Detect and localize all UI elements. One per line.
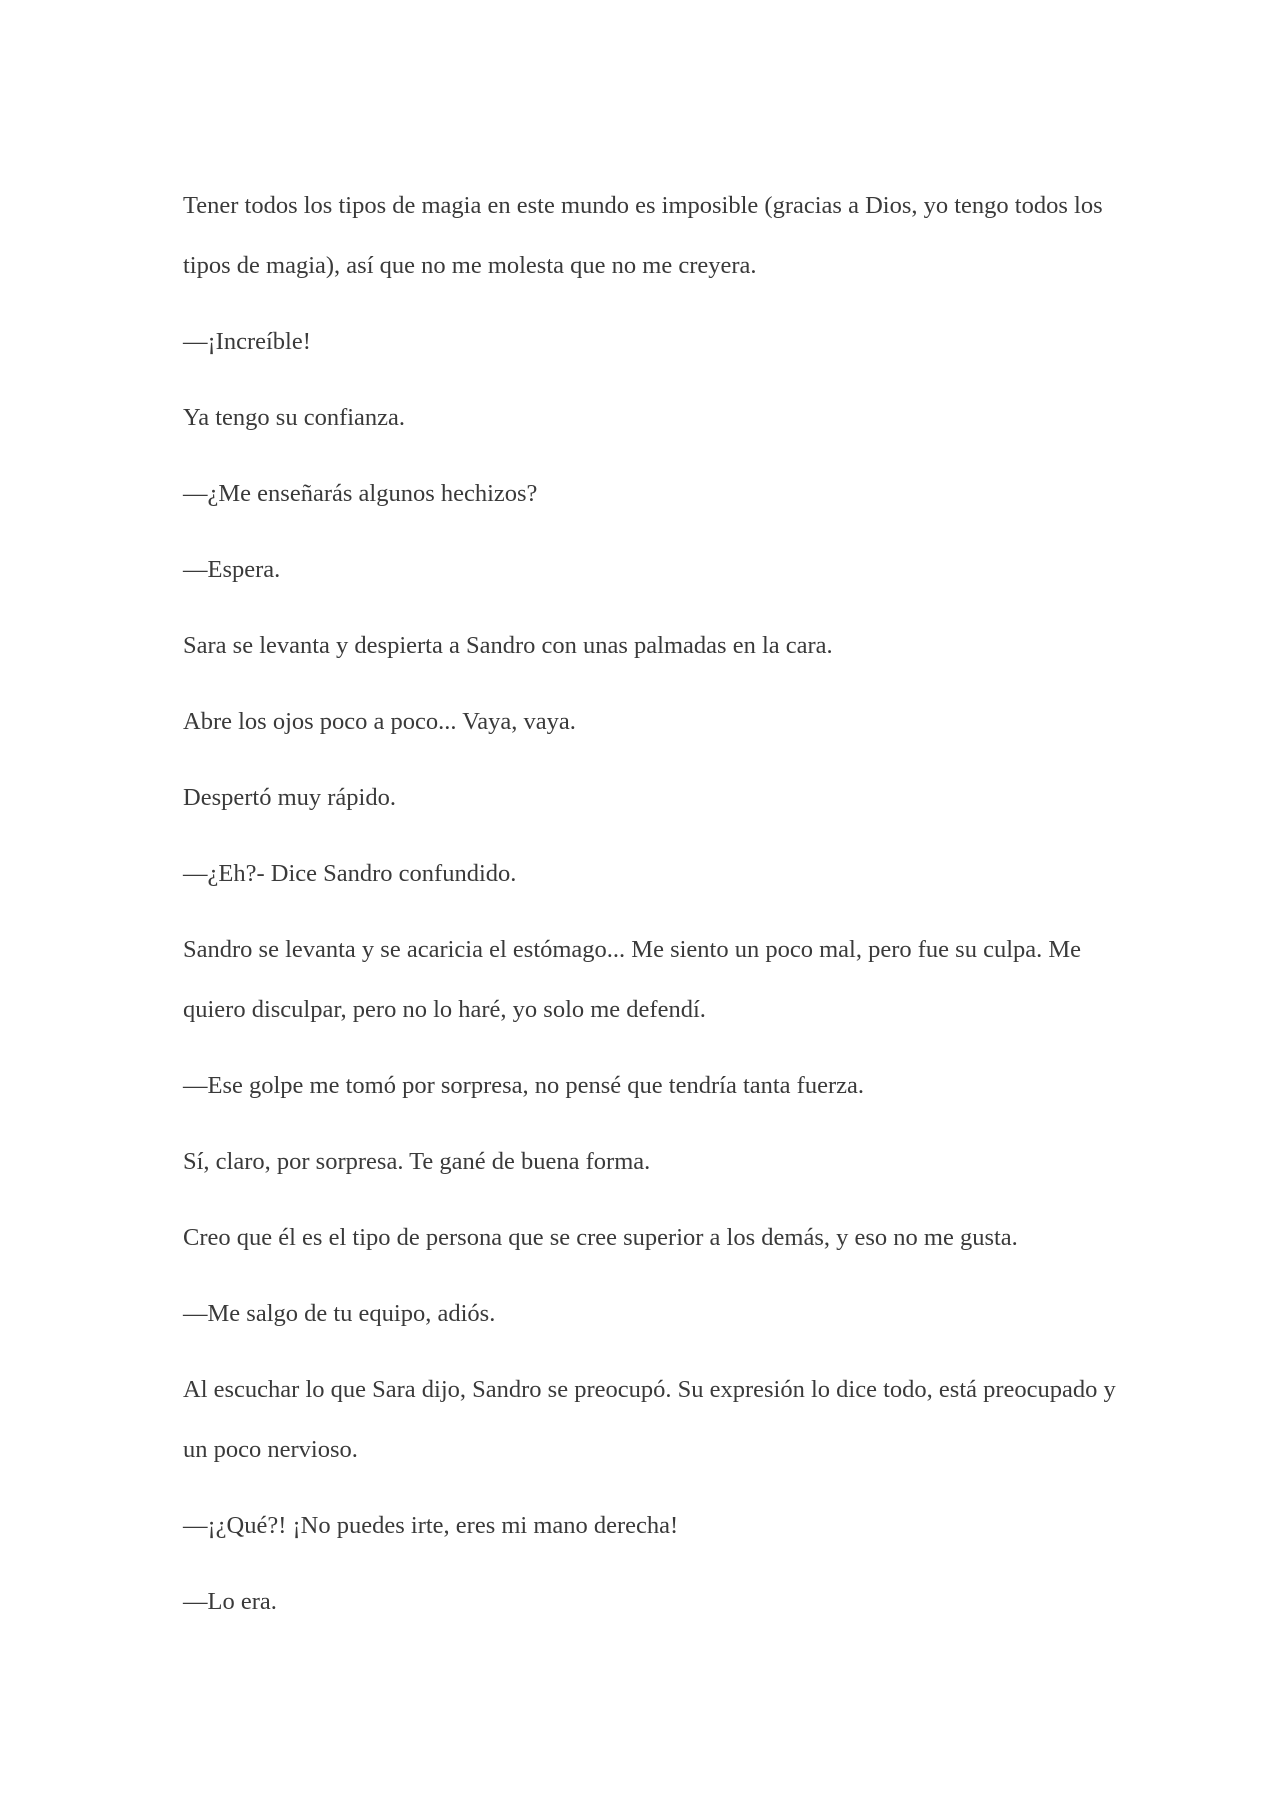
- paragraph: —¿Eh?- Dice Sandro confundido.: [183, 860, 517, 887]
- paragraph: —Lo era.: [183, 1588, 277, 1615]
- paragraph: Ya tengo su confianza.: [183, 404, 406, 431]
- paragraph: —¿Me enseñarás algunos hechizos?: [183, 480, 538, 507]
- paragraph: Creo que él es el tipo de persona que se cree superior a los demás, y eso no me gusta.: [183, 1224, 1018, 1251]
- paragraph: —¡¿Qué?! ¡No puedes irte, eres mi mano derecha!: [183, 1512, 679, 1539]
- paragraph: Abre los ojos poco a poco... Vaya, vaya.: [183, 708, 576, 735]
- paragraph: Sara se levanta y despierta a Sandro con unas palmadas en la cara.: [183, 632, 833, 659]
- paragraph: —Espera.: [183, 556, 281, 583]
- paragraph: —Ese golpe me tomó por sorpresa, no pensé que tendría tanta fuerza.: [183, 1072, 864, 1099]
- paragraph: Sí, claro, por sorpresa. Te gané de buena forma.: [183, 1148, 651, 1175]
- paragraph: Al escuchar lo que Sara dijo, Sandro se preocupó. Su expresión lo dice todo, está preocupado y un poco nervioso.: [183, 1376, 1116, 1463]
- document-body: [183, 176, 1123, 1648]
- paragraph: Despertó muy rápido.: [183, 784, 396, 811]
- paragraph: Sandro se levanta y se acaricia el estómago... Me siento un poco mal, pero fue su culpa. Me quiero disculpar, pero no lo haré, yo solo me defendí.: [183, 936, 1082, 1023]
- paragraph: —Me salgo de tu equipo, adiós.: [183, 1300, 496, 1327]
- paragraph: —¡Increíble!: [183, 328, 311, 355]
- paragraph: Tener todos los tipos de magia en este mundo es imposible (gracias a Dios, yo tengo todos los tipos de magia), así que no me molesta que no me creyera.: [183, 192, 1103, 279]
